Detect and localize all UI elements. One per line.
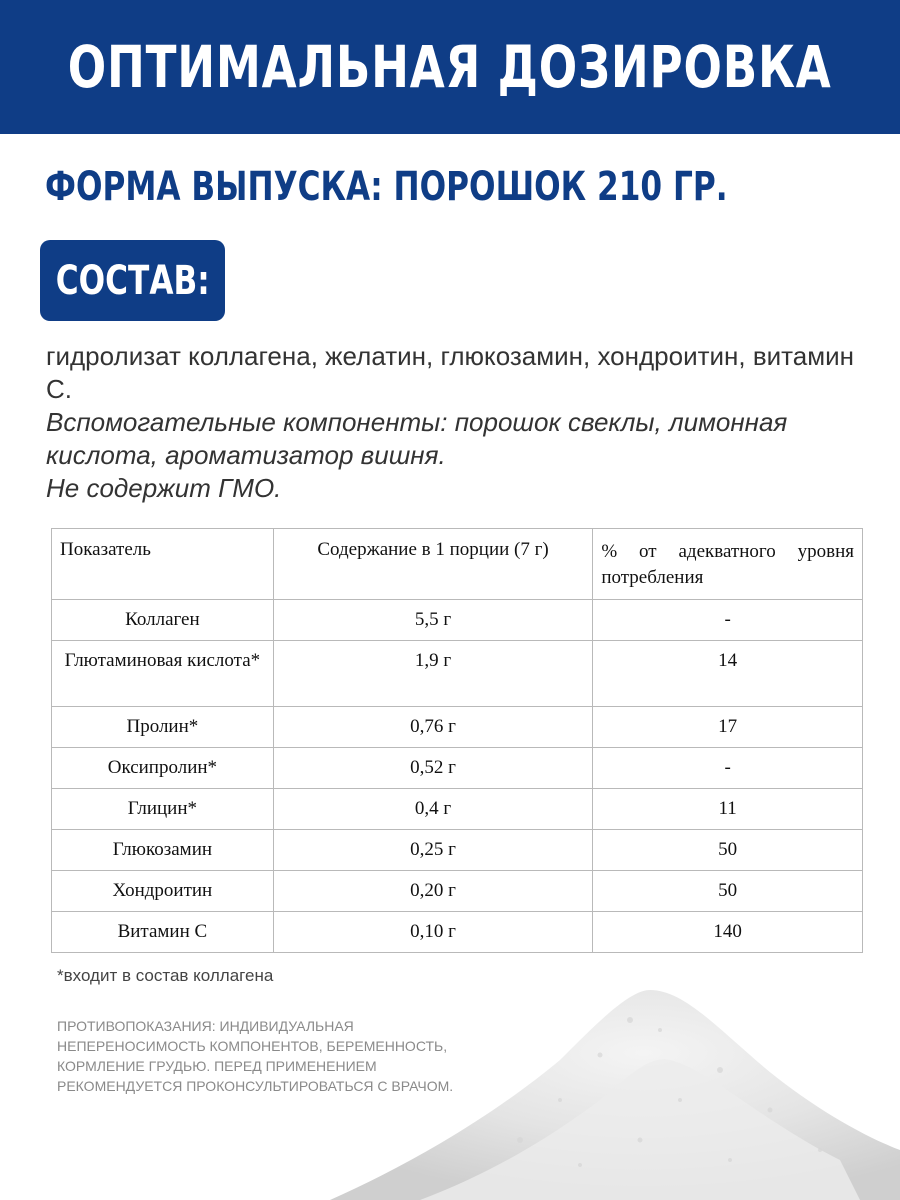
row-percent: -: [593, 748, 863, 789]
row-name: Глицин*: [52, 789, 274, 830]
row-amount: 0,76 г: [273, 707, 593, 748]
row-amount: 0,4 г: [273, 789, 593, 830]
row-percent: 140: [593, 912, 863, 953]
footnote: *входит в состав коллагена: [57, 966, 274, 985]
auxiliary-components-text: Вспомогательные компоненты: порошок свеклы, лимонная кислота, ароматизатор вишня.: [46, 407, 788, 470]
table-header-percent: % от адекватного уровня потребления: [593, 529, 863, 600]
row-name: Пролин*: [52, 707, 274, 748]
nutrition-table: [51, 528, 863, 953]
table-header-amount: Содержание в 1 порции (7 г): [273, 529, 593, 600]
row-name: Витамин С: [52, 912, 274, 953]
row-percent: 14: [593, 641, 863, 707]
row-amount: 0,25 г: [273, 830, 593, 871]
row-name: Хондроитин: [52, 871, 274, 912]
table-row: [52, 830, 863, 871]
table-row: [52, 871, 863, 912]
table-header-indicator: Показатель: [52, 529, 274, 600]
row-percent: 17: [593, 707, 863, 748]
ingredients-text: гидролизат коллагена, желатин, глюкозамин, хондроитин, витамин С.: [46, 341, 854, 404]
ingredients-block: [46, 340, 866, 505]
row-percent: 11: [593, 789, 863, 830]
row-name: Коллаген: [52, 600, 274, 641]
table-row: [52, 912, 863, 953]
page-title: ОПТИМАЛЬНАЯ ДОЗИРОВКА: [68, 33, 832, 101]
contraindications-text: ПРОТИВОПОКАЗАНИЯ: ИНДИВИДУАЛЬНАЯ НЕПЕРЕНОСИМОСТЬ КОМПОНЕНТОВ, БЕРЕМЕННОСТЬ, КОРМЛЕНИЕ ГРУДЬЮ. ПЕРЕД ПРИМЕНЕНИЕМ РЕКОМЕНДУЕТСЯ ПРОКОНСУЛЬТИРОВАТЬСЯ С ВРАЧОМ.: [57, 1018, 454, 1094]
row-name: Оксипролин*: [52, 748, 274, 789]
row-percent: 50: [593, 871, 863, 912]
row-percent: -: [593, 600, 863, 641]
row-name: Глютаминовая кислота*: [52, 641, 274, 707]
table-row: [52, 600, 863, 641]
row-amount: 1,9 г: [273, 641, 593, 707]
table-row: [52, 789, 863, 830]
release-form-heading: ФОРМА ВЫПУСКА: ПОРОШОК 210 ГР.: [45, 164, 728, 210]
composition-label: СОСТАВ:: [55, 257, 210, 304]
row-amount: 0,52 г: [273, 748, 593, 789]
row-amount: 0,20 г: [273, 871, 593, 912]
header-banner: [0, 0, 900, 134]
row-amount: 5,5 г: [273, 600, 593, 641]
table-header-row: [52, 529, 863, 600]
row-name: Глюкозамин: [52, 830, 274, 871]
row-percent: 50: [593, 830, 863, 871]
table-row: [52, 641, 863, 707]
composition-badge: [40, 240, 225, 321]
table-row: [52, 748, 863, 789]
table-row: [52, 707, 863, 748]
gmo-note: Не содержит ГМО.: [46, 473, 282, 503]
row-amount: 0,10 г: [273, 912, 593, 953]
